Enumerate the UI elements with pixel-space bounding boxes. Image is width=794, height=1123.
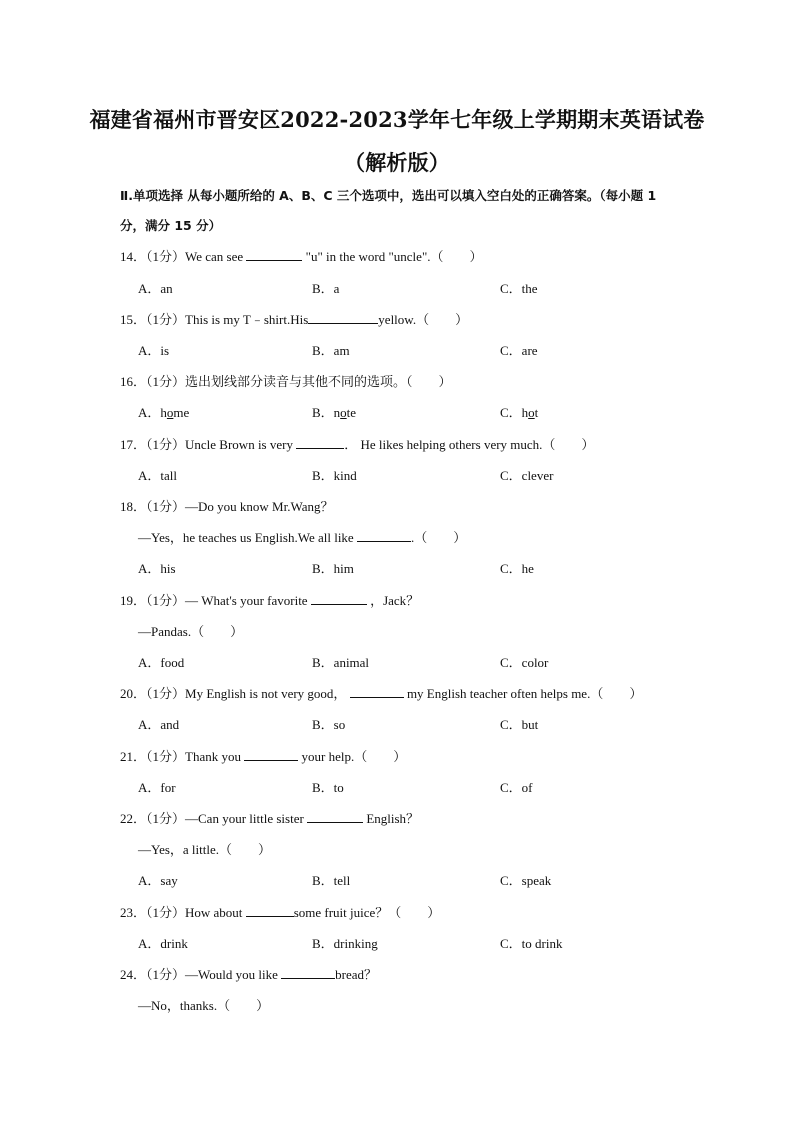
question-16 (120, 373, 452, 391)
answer-blank[interactable] (357, 529, 411, 542)
option-b[interactable]: B．so (312, 717, 346, 732)
question-text: —Do you know Mr.Wang？ (185, 499, 334, 514)
option-b[interactable]: B．animal (312, 655, 370, 670)
question-text-end: ． He likes helping others very much.（ ） (344, 437, 595, 452)
question-text-end: "u" in the word "uncle".（ ） (302, 249, 483, 264)
question-text: We can see (185, 249, 247, 264)
answer-blank[interactable] (246, 904, 294, 917)
option-a[interactable]: A．is (138, 343, 170, 358)
answer-blank[interactable] (308, 311, 378, 324)
question-number: 16．（1分） (120, 374, 186, 389)
question-text: —Can your little sister (185, 811, 308, 826)
question-20 (120, 685, 642, 703)
document-title: 福建省福州市晋安区2022-2023学年七年级上学期期末英语试卷 (89, 107, 705, 132)
question-23 (120, 904, 440, 922)
question-text: Uncle Brown is very (185, 437, 297, 452)
question-text: This is my T﹣shirt.His (185, 312, 309, 327)
question-18-line2 (138, 529, 466, 547)
question-number: 17．（1分） (120, 437, 186, 452)
option-b[interactable]: B．kind (312, 468, 357, 483)
question-22-line2: —Yes，a little.（ ） (138, 842, 272, 857)
option-c[interactable]: C．are (500, 343, 538, 358)
option-a[interactable]: A．food (138, 655, 185, 670)
option-a[interactable]: A．home (138, 405, 190, 420)
option-a[interactable]: A．drink (138, 936, 188, 951)
question-number: 23．（1分） (120, 905, 186, 920)
option-a[interactable]: A．tall (138, 468, 177, 483)
question-text: —Yes，he teaches us English.We all like (138, 530, 357, 545)
question-text-end: your help.（ ） (298, 749, 407, 764)
question-21 (120, 748, 406, 766)
question-number: 24．（1分） (120, 967, 186, 982)
option-a[interactable]: A．an (138, 281, 173, 296)
underlined-letter: o (166, 405, 174, 420)
option-b[interactable]: B．a (312, 281, 340, 296)
option-c[interactable]: C．the (500, 281, 538, 296)
question-17 (120, 436, 594, 454)
question-text: My English is not very good， (185, 686, 350, 701)
option-c[interactable]: C．color (500, 655, 549, 670)
question-text: — What's your favorite (185, 593, 311, 608)
question-number: 19．（1分） (120, 593, 186, 608)
question-text: 选出划线部分读音与其他不同的选项。（ ） (185, 374, 452, 389)
question-text-end: yellow.（ ） (378, 312, 469, 327)
question-14 (120, 248, 483, 266)
option-c[interactable]: C．he (500, 561, 534, 576)
question-22 (120, 810, 419, 828)
option-c[interactable]: C．clever (500, 468, 554, 483)
option-b[interactable]: B．note (312, 405, 357, 420)
question-number: 20．（1分） (120, 686, 186, 701)
question-text-end: English？ (363, 811, 420, 826)
question-text: How about (185, 905, 246, 920)
question-text-end: bread？ (335, 967, 377, 982)
answer-blank[interactable] (311, 592, 367, 605)
question-number: 15．（1分） (120, 312, 186, 327)
question-24 (120, 966, 377, 984)
underlined-letter: o (340, 405, 347, 420)
answer-blank[interactable] (307, 810, 363, 823)
answer-blank[interactable] (246, 248, 302, 261)
question-number: 21．（1分） (120, 749, 186, 764)
question-text-end: my English teacher often helps me.（ ） (403, 686, 643, 701)
answer-blank[interactable] (244, 748, 298, 761)
question-15 (120, 311, 468, 329)
question-19 (120, 592, 419, 610)
option-c[interactable]: C．but (500, 717, 539, 732)
option-b[interactable]: B．to (312, 780, 344, 795)
option-a[interactable]: A．say (138, 873, 178, 888)
option-b[interactable]: B．drinking (312, 936, 378, 951)
option-b[interactable]: B．tell (312, 873, 351, 888)
document-subtitle: （解析版） (344, 150, 450, 175)
option-c[interactable]: C．of (500, 780, 533, 795)
question-24-line2: —No，thanks.（ ） (138, 998, 270, 1013)
question-text-end: some fruit juice？（ ） (293, 905, 441, 920)
answer-blank[interactable] (350, 685, 404, 698)
answer-blank[interactable] (281, 966, 335, 979)
question-number: 18．（1分） (120, 499, 186, 514)
option-a[interactable]: A．for (138, 780, 176, 795)
option-a[interactable]: A．his (138, 561, 176, 576)
question-text-end: .（ ） (410, 530, 467, 545)
question-text-end: ，Jack？ (366, 593, 420, 608)
question-18 (120, 498, 333, 516)
section-heading: Ⅱ.单项选择 从每小题所给的 A、B、C 三个选项中，选出可以填入空白处的正确答案。（每小题 1 分，满分 15 分） (120, 188, 657, 233)
option-c[interactable]: C．speak (500, 873, 552, 888)
option-c[interactable]: C．hot (500, 405, 539, 420)
option-c[interactable]: C．to drink (500, 936, 563, 951)
question-number: 22．（1分） (120, 811, 186, 826)
question-text: Thank you (185, 749, 245, 764)
option-b[interactable]: B．am (312, 343, 350, 358)
question-text: —Would you like (185, 967, 282, 982)
question-19-line2: —Pandas.（ ） (138, 624, 244, 639)
option-b[interactable]: B．him (312, 561, 354, 576)
question-number: 14．（1分） (120, 249, 186, 264)
answer-blank[interactable] (296, 436, 344, 449)
option-a[interactable]: A．and (138, 717, 180, 732)
underlined-letter: o (528, 405, 535, 420)
